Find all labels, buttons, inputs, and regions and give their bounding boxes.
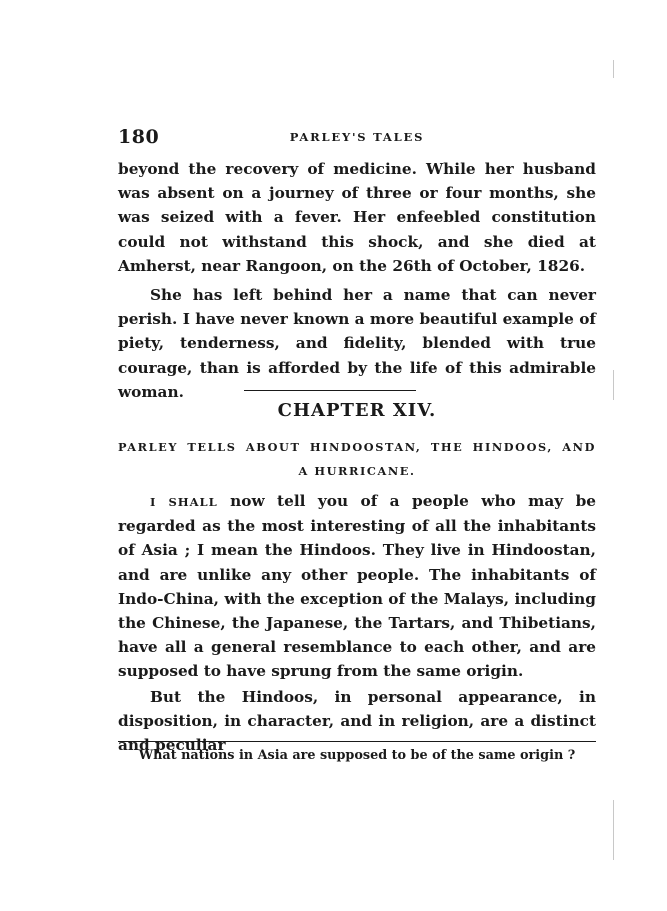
paragraph-2: She has left behind her a name that can never perish. I have never known a more beautiful example of piety, tenderness, and fidelity, blended with true courage, than is afforded by the life of this admirable woman. bbox=[118, 286, 596, 401]
paragraph-1: beyond the recovery of medicine. While her husband was absent on a journey of three or four months, she was seized with a fever. Her enfeebled constitution could not withstand this shock, and she died at Amherst, near Rangoon, on the 26th of October, 1826. bbox=[118, 160, 596, 275]
chapter-paragraph-2: But the Hindoos, in personal appearance, in disposition, in character, and in religion, are a distinct and peculiar bbox=[118, 688, 596, 755]
scan-edge-mark bbox=[613, 370, 614, 400]
scan-edge-mark bbox=[613, 60, 614, 78]
page-number: 180 bbox=[118, 126, 160, 148]
chapter-subtitle-line-2: A HURRICANE. bbox=[298, 464, 416, 478]
chapter-title: CHAPTER XIV. bbox=[277, 400, 437, 421]
opening-smallcaps: I SHALL bbox=[150, 495, 218, 509]
page-header bbox=[118, 126, 596, 150]
chapter-divider-rule bbox=[244, 390, 416, 391]
scan-edge-mark bbox=[613, 800, 614, 860]
chapter-paragraph-1 bbox=[118, 489, 596, 684]
running-head: PARLEY'S TALES bbox=[289, 130, 425, 144]
opening-paragraph-text: now tell you of a people who may be regarded as the most interesting of all the inhabitants of Asia ; I mean the Hindoos. They live in Hindoostan, and are unlike any other people. The inhabitants of Indo-China, with the exception of the Malays, including the Chinese, the Japanese, the Tartars, and Thibetians, have all a general resemblance to each other, and are supposed to have sprung from the same origin. bbox=[118, 492, 596, 681]
footnote-rule bbox=[118, 741, 596, 742]
chapter-subtitle-line-1: PARLEY TELLS ABOUT HINDOOSTAN, THE HINDOOS, AND bbox=[118, 440, 596, 454]
footnote-question: What nations in Asia are supposed to be of the same origin ? bbox=[138, 748, 576, 763]
